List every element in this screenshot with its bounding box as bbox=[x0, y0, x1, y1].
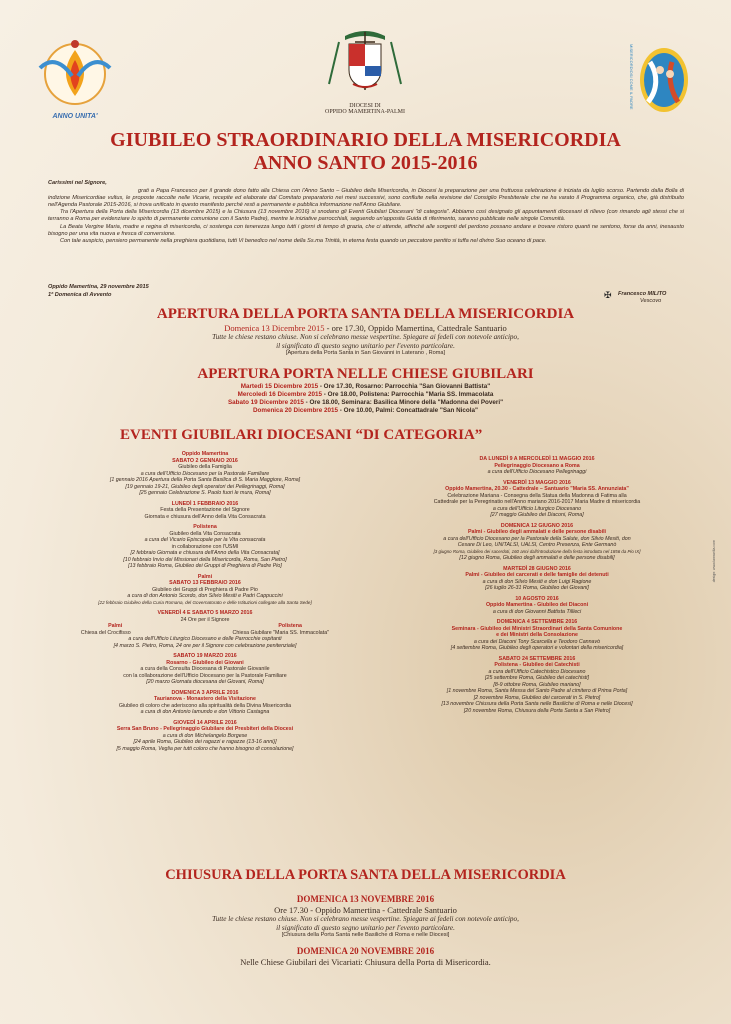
chiese-row: Domenica 20 Dicembre 2015 - Ore 10.00, Palmi: Concattadrale "San Nicola" bbox=[252, 407, 479, 414]
chiusura-date-2: DOMENICA 20 NOVEMBRE 2016 bbox=[296, 945, 435, 956]
evento-left2-0: SABATO 19 MARZO 2016 Rosarno - Giubileo dei Giovani a cura della Consulta Diocesana di Pastorale Giovanile con la collaborazione dell'Ufficio Diocesano per la Pastorale Familiare [20 marzo Giornata diocesana dei Giovani, Roma] bbox=[123, 653, 287, 685]
chiese-row: Martedì 15 Dicembre 2015 - Ore 17.30, Rosarno: Parrocchia "San Giovanni Battista" bbox=[240, 383, 491, 390]
eventi-title: EVENTI GIUBILARI DIOCESANI “DI CATEGORIA” bbox=[120, 427, 483, 443]
apertura-details: - ore 17.30, Oppido Mamertina, Cattedrale Santuario bbox=[324, 323, 507, 333]
letter-paragraph-4: Con tale auspicio, pensiero permanente nella preghiera quotidiana, tutti Vi benedico nel nome della Ss.ma Trinità, in eterna festa quando un peccatore pentito si tuffa nel divino Suo oceano di pace. bbox=[60, 237, 547, 244]
chiese-title: APERTURA PORTA NELLE CHIESE GIUBILARI bbox=[197, 366, 534, 382]
diocese-line-2: OPPIDO MAMERTINA-PALMI bbox=[325, 109, 405, 115]
letter-block bbox=[48, 180, 684, 245]
letter-signer-role: Vescovo bbox=[640, 298, 662, 304]
apertura-date: Domenica 13 Dicembre 2015 bbox=[224, 323, 325, 333]
chiese-row: Mercoledì 16 Dicembre 2015 - Ore 18.00, Polistena: Parrocchia "Maria SS. Immacolata bbox=[237, 391, 494, 398]
evento-left-3: Palmi SABATO 13 FEBBRAIO 2016 Giubileo dei Gruppi di Preghiera di Padre Pio a cura di don Antonio Scordo, don Silvio Mesiti e Padri Cappuccini [22 febbraio Giubileo della Curia Romana, del Governatorato e delle Istituzioni collegate alla Santa Sede] bbox=[98, 573, 312, 605]
diocese-coat-of-arms bbox=[300, 28, 430, 120]
design-credit: design: www.lannarilla.com bbox=[712, 540, 716, 583]
chiusura-note-2: il significato di questo segno unitario per l'evento particolare. bbox=[276, 923, 455, 932]
letter-signer: Francesco MILITO bbox=[618, 291, 667, 297]
letter-paragraph-3: La Beata Vergine Maria, madre e regina di misericordia, ci sostenga con tenerezza lungo tutti i giorni di tempo di grazia, che ci attende, affinché alle sorgenti del perdono possano andare e trovare ristoro quanti ne sentono, forse da anni, inesausto bisogno per una vita nuova e fresca di conversione. bbox=[48, 223, 684, 237]
apertura-section bbox=[0, 306, 731, 358]
letter-paragraph-1: grati a Papa Francesco per il grande dono fatto alla Chiesa con l'Anno Santo – Giubileo della Misericordia, in Diocesi la preparazione per una fruttuosa celebrazione è iniziata da luglio scorso. Partendo dalla Bolla di indizione Misericordiae vultus, le proposte raccolte nelle Vicarie, recepite ed elaborate dal Comitato preparatorio nei mesi successivi, sono confluite nella revisione del Consiglio Presbiterale che ne ha varato il Programma organico, che, già distribuito nell'Agenda Pastorale 2015-2016, si trova unificato in questo manifesto perché resti a permanente e pubblica informazione nell'Anno Giubilare. bbox=[48, 188, 684, 209]
evento-left-1: LUNEDÌ 1 FEBBRAIO 2016 Festa della Presentazione del Signore Giornata e chiusura dell'Anno della Vita Consacrata bbox=[144, 500, 266, 520]
evento-left2-1: DOMENICA 3 APRILE 2016 Taurianova - Monastero della Visitazione Giubileo di coloro che aderiscono alla spiritualità della Divina Misericordia a cura di don Antonio Iamundo e don Vittorio Castagna bbox=[118, 689, 292, 715]
letter-sunday: 1ª Domenica di Avvento bbox=[48, 292, 112, 298]
apertura-note-2: il significato di questo segno unitario per l'evento particolare. bbox=[276, 341, 455, 350]
letter-greeting: Carissimi nel Signore, bbox=[48, 180, 107, 186]
chiese-row: Sabato 19 Dicembre 2015 - Ore 18.00, Seminara: Basilica Minore della "Madonna dei Poveri" bbox=[227, 399, 504, 406]
chiusura-title: CHIUSURA DELLA PORTA SANTA DELLA MISERICORDIA bbox=[165, 867, 566, 883]
chiusura-note-3: [Chiusura della Porta Santa nelle Basiliche di Roma e nelle Diocesi] bbox=[281, 932, 450, 938]
anno-unita-logo bbox=[34, 38, 116, 124]
evento-right-0: DA LUNEDÌ 9 A MERCOLEDÌ 11 MAGGIO 2016 Pellegrinaggio Diocesano a Roma a cura dell'Ufficio Diocesano Pellegrinaggi bbox=[479, 456, 595, 475]
evento-right-4: 10 AGOSTO 2016 Oppido Mamertina - Giubileo dei Diaconi a cura di don Giovanni Battista Tillieci bbox=[485, 595, 589, 615]
evento-venerdi: VENERDÌ 4 E SABATO 5 MARZO 2016 24 Ore per il Signore Palmi Polistena Chiesa del Crocifisso Chiesa Giubilare "Maria SS. Immacolata" a cura dell'Ufficio Liturgico Diocesano e delle Parrocchie ospitanti [4 marzo S. Pietro, Roma, 24 ore per il Signore con celebrazione penitenziale] bbox=[80, 610, 330, 649]
chiusura-line-1: Ore 17.30 - Oppido Mamertina - Cattedrale Santuario bbox=[274, 905, 457, 915]
page-title: GIUBILEO STRAORDINARIO DELLA MISERICORDIA bbox=[110, 129, 621, 151]
diocese-line-1: DIOCESI DI bbox=[349, 103, 381, 109]
chiusura-line-2: Nelle Chiese Giubilari dei Vicariati: Chiusura della Porta di Misericordia. bbox=[240, 956, 491, 967]
evento-left-2: Polistena Giubileo della Vita Consacrata a cura del Vicario Episcopale per la Vita consacrata in collaborazione con l'USMI [2 febbraio Giornata e chiusura dell'Anno della Vita Consacrata] [10 febbraio Invio dei Missionari della Misericordia, Roma, San Pietro] [13 febbraio Roma, Giubileo dei Gruppi di Preghiera di Padre Pio] bbox=[123, 524, 287, 569]
apertura-title: APERTURA DELLA PORTA SANTA DELLA MISERICORDIA bbox=[156, 306, 575, 322]
jubilee-logo-caption: MISERICORDIOSI COME IL PADRE bbox=[629, 44, 634, 110]
evento-right-1: VENERDÌ 13 MAGGIO 2016 Oppido Mamertina, 20.30 - Cattedrale – Santuario "Maria SS. Annunziata" Celebrazione Mariana - Consegna della Statua della Madonna di Fatima alla Cattedrale per la Peregrinatio nell'Anno mariano 2016-2017 Maria Madre di misericordia a cura dell'Ufficio Liturgico Diocesano [27 maggio Giubileo dei Diaconi, Roma] bbox=[433, 479, 641, 518]
letter-place-date: Oppido Mamertina, 29 novembre 2015 bbox=[48, 284, 149, 290]
apertura-note-3: [Apertura della Porta Santa in San Giovanni in Laterano , Roma] bbox=[285, 350, 446, 356]
evento-left2-2: GIOVEDÌ 14 APRILE 2016 Serra San Bruno - Pellegrinaggio Giubilare dei Presbiteri della Diocesi a cura di don Michelangelo Borgese [24 aprile Roma, Giubileo dei ragazzi e ragazze (13-16 anni)] [5 maggio Roma, Veglia per tutti coloro che hanno bisogno di consolazione] bbox=[116, 719, 294, 752]
eventi-right-column bbox=[372, 456, 702, 718]
page-subtitle: ANNO SANTO 2015-2016 bbox=[253, 152, 478, 174]
evento-right-2: DOMENICA 12 GIUGNO 2016 Palmi - Giubileo degli ammalati e delle persone disabili a cura dell'Ufficio Diocesano per la Pastorale della Salute, don Silvio Mesiti, don Cesare Di Leo, UNITALSI, UALSI, Centro Presenza, Ente Germanò [3 giugno Roma, Giubileo dei sacerdoti, 160 anni dall'introduzione della festa introdotta nel 1856 da Pio IX] [12 giugno Roma, Giubileo degli ammalati e delle persone disabili] bbox=[433, 522, 641, 561]
evento-right-5: DOMENICA 4 SETTEMBRE 2016 Seminara - Giubileo dei Ministri Straordinari della Santa Comunione e dei Ministri della Consolazione a cura dei Diaconi Tony Scarcella e Teodoro Cannavò [4 settembre Roma, Giubileo degli operatori e volontari della misericordia] bbox=[450, 619, 624, 651]
logo-left-caption: ANNO UNITA' bbox=[52, 113, 98, 120]
eventi-left-column bbox=[30, 451, 380, 756]
chiusura-section bbox=[0, 867, 731, 967]
chiusura-note-1: Tutte le chiese restano chiuse. Non si celebrano messe vespertine. Spiegare ai fedeli con notevole anticipo, bbox=[212, 915, 519, 923]
cross-icon: ✠ bbox=[604, 290, 612, 300]
evento-right-3: MARTEDÌ 28 GIUGNO 2016 Palmi - Giubileo dei carcerati e delle famiglie dei detenuti a cura di don Silvio Mesiti e don Luigi Ragione [26 luglio 26-31 Roma, Giubileo dei Giovani] bbox=[465, 565, 609, 591]
evento-left-0: Oppido Mamertina SABATO 2 GENNAIO 2016 Giubileo della Famiglia a cura dell'Ufficio Diocesano per la Pastorale Familiare [1 gennaio 2016 Apertura della Porta Santa Basilica di S. Maria Maggiore, Roma] [19 gennaio 19-21, Giubileo degli operatori dei Pellegrinaggi, Roma] [25 gennaio Celebrazione S. Paolo fuori le mura, Roma] bbox=[109, 451, 301, 496]
apertura-note-1: Tutte le chiese restano chiuse. Non si celebrano messe vespertine. Spiegare ai fedeli con notevole anticipo, bbox=[212, 333, 519, 341]
chiusura-date-1: DOMENICA 13 NOVEMBRE 2016 bbox=[296, 894, 435, 904]
letter-paragraph-2: Tra l'Apertura della Porta della Misericordia (13 dicembre 2015) e la Chiusura (13 novembre 2016) si snodano gli Eventi Giubilari Diocesani "di categoria". Abbiamo così designato gli appuntamenti diocesani di rilievo (con rimando agli stessi che si terranno a Roma per evidenziare lo spirito di permanente comunione con il Santo Padre), mentre le iniziative parrocchiali, seguendo un'apposita Guida di riferimento, saranno pubblicate nelle singole Comunità. bbox=[48, 209, 684, 223]
jubilee-logo bbox=[628, 40, 698, 120]
evento-right-6: SABATO 24 SETTEMBRE 2016 Polistena - Giubileo dei Catechisti a cura dell'Ufficio Catechistico Diocesano [25 settembre Roma, Giubileo dei catechisti] [8-9 ottobre Roma, Giubileo mariano] [1 novembre Roma, Santa Messa del Santo Padre al cimitero di Prima Porta] [2 novembre Roma, Giubileo dei carcerati in S. Pietro] [13 novembre Chiusura della Porta Santa nelle Basiliche di Roma e nelle Diocesi] [20 novembre Roma, Chiusura della Porta Santa a San Pietro] bbox=[441, 655, 633, 714]
chiese-giubilari-section bbox=[0, 366, 731, 415]
